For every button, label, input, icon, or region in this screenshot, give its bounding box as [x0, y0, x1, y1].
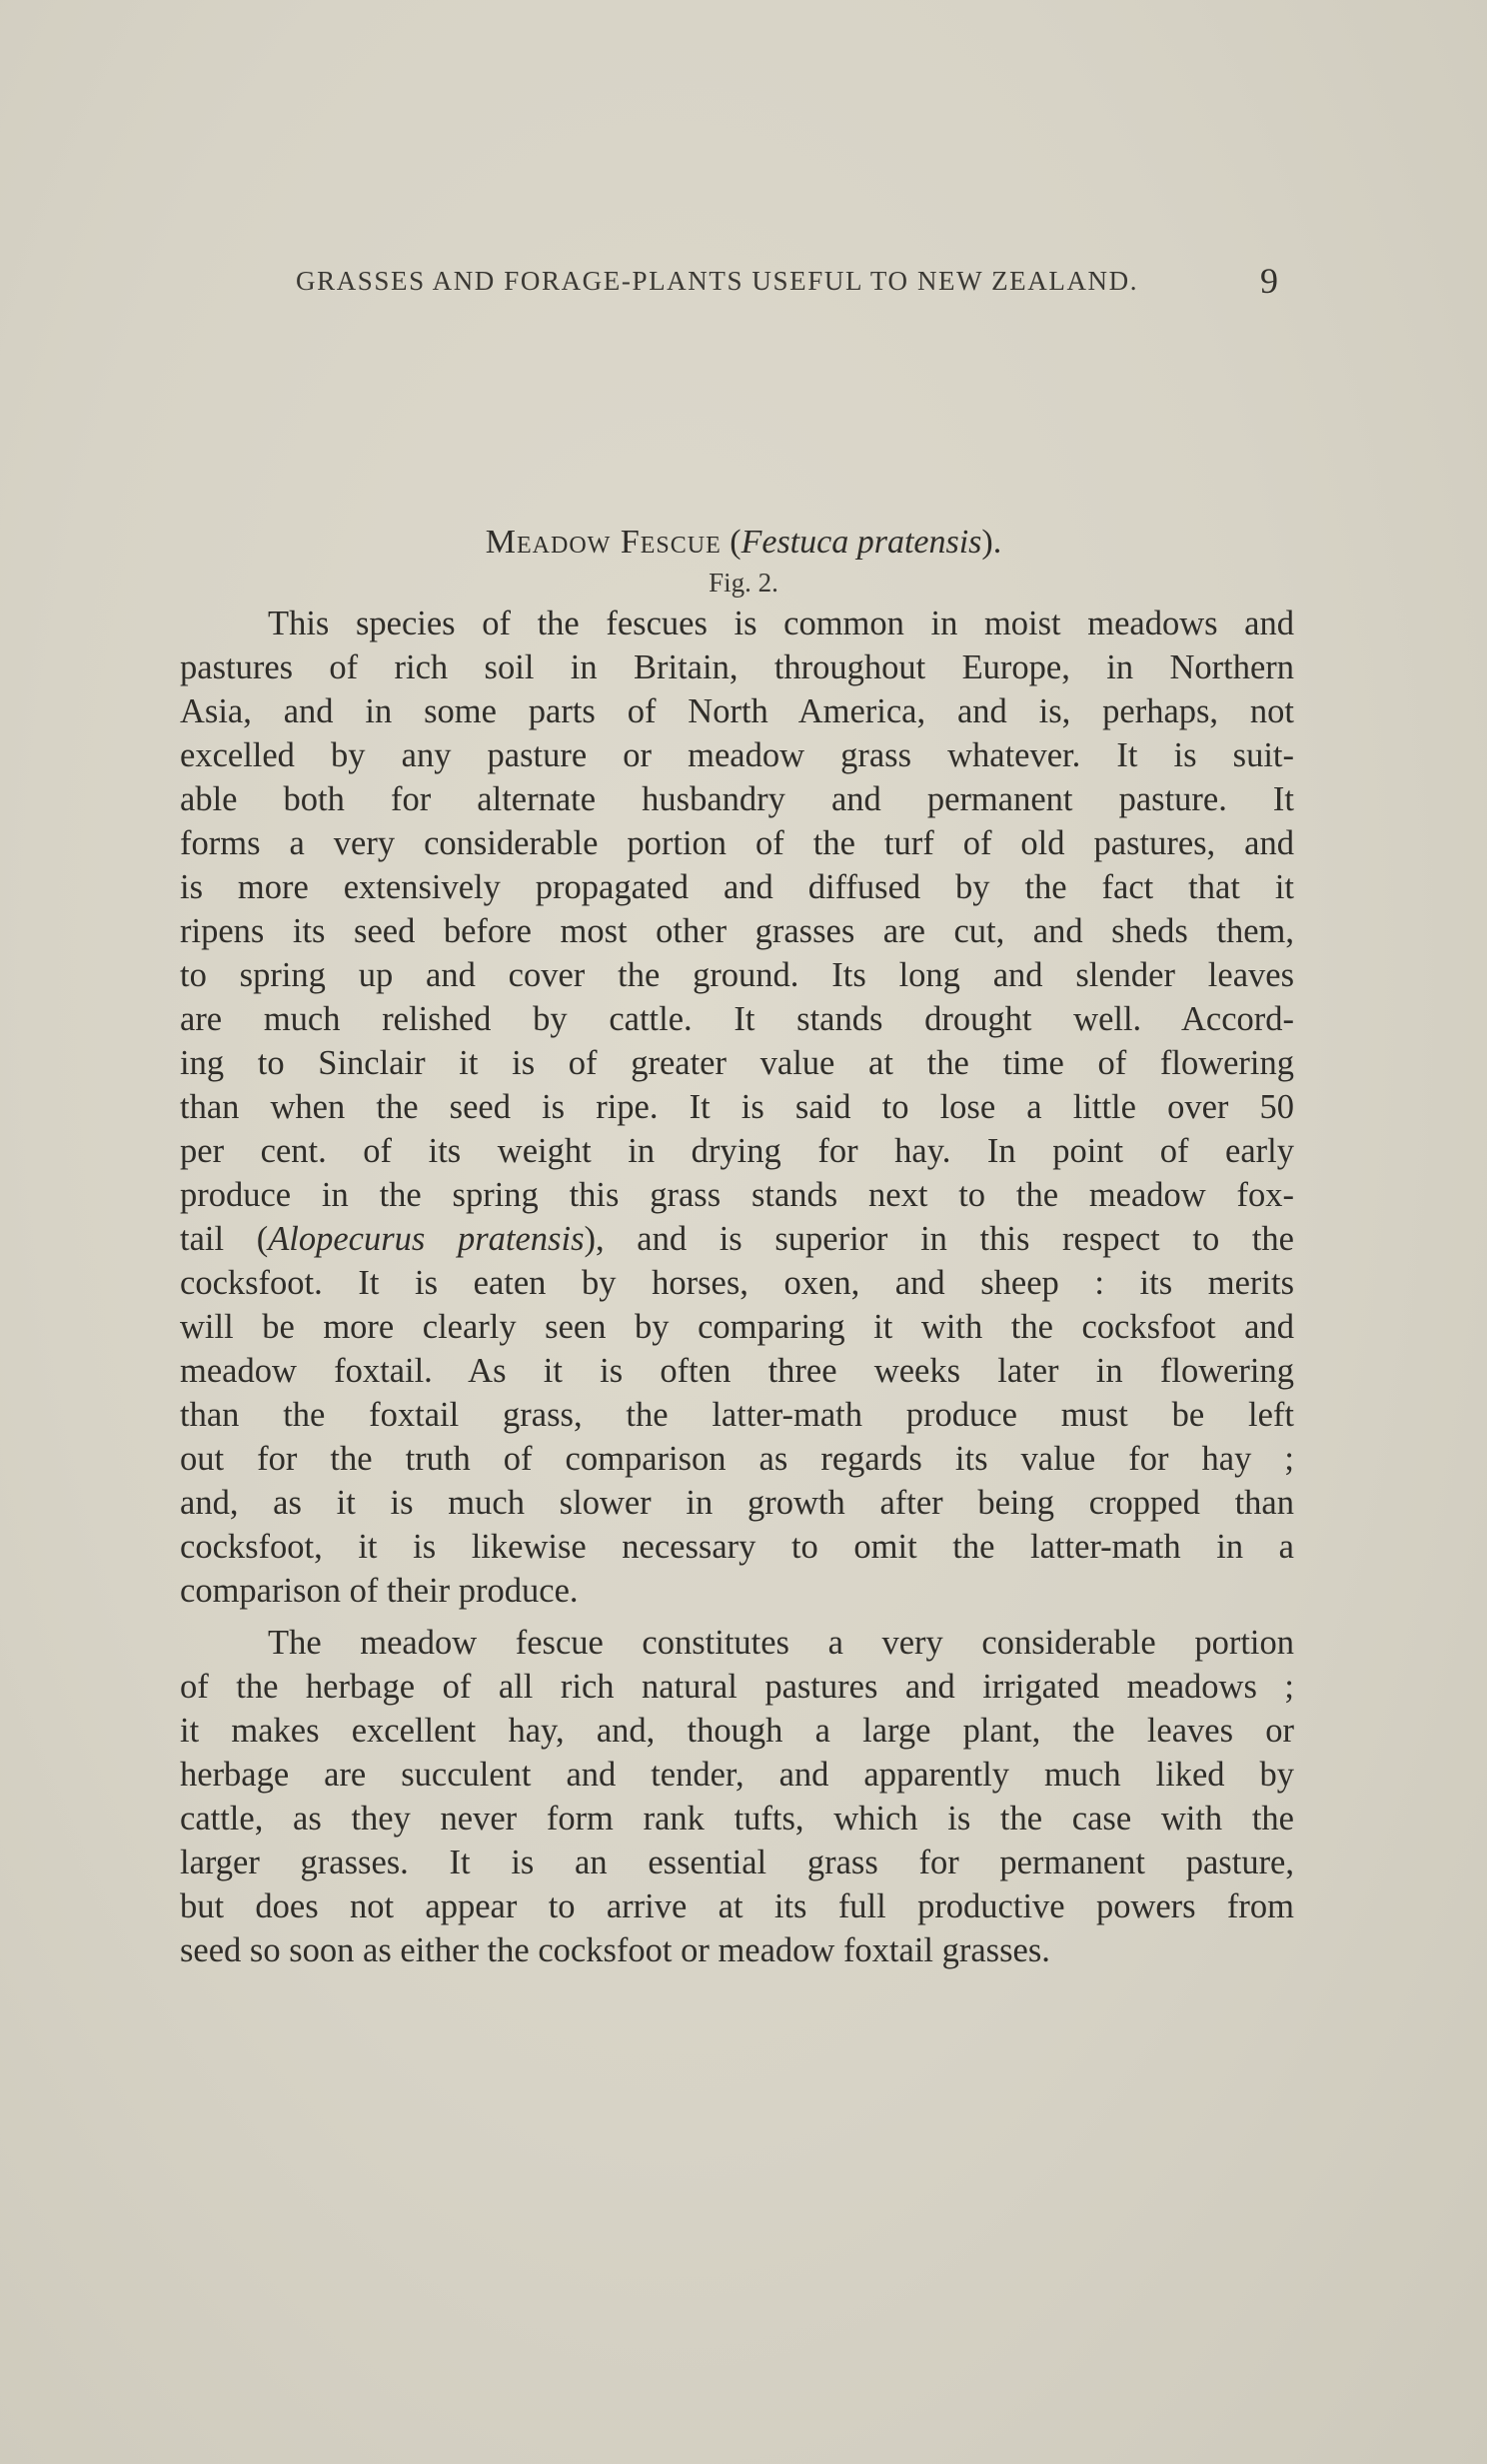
text-line: seed so soon as either the cocksfoot or meadow foxtail grasses.: [180, 1931, 1050, 1969]
text-line: This species of the fescues is common in moist meadows and: [268, 605, 1294, 642]
text-line: but does not appear to arrive at its full productive powers from: [180, 1887, 1294, 1925]
text-line: out for the truth of comparison as regards its value for hay ;: [180, 1440, 1294, 1478]
text-line: it makes excellent hay, and, though a large plant, the leaves or: [180, 1712, 1294, 1750]
scientific-name: Festuca pratensis: [741, 524, 982, 561]
text-line: able both for alternate husbandry and permanent pasture. It: [180, 780, 1294, 818]
running-title: GRASSES AND FORAGE-PLANTS USEFUL TO NEW ZEALAND.: [296, 266, 1139, 296]
text-line: to spring up and cover the ground. Its long and slender leaves: [180, 956, 1294, 994]
text-line: than when the seed is ripe. It is said to lose a little over 50: [180, 1088, 1294, 1126]
text-line: is more extensively propagated and diffused by the fact that it: [180, 868, 1294, 906]
text-line: are much relished by cattle. It stands drought well. Accord-: [180, 1000, 1294, 1038]
text-line: of the herbage of all rich natural pastures and irrigated meadows ;: [180, 1668, 1294, 1706]
text-line: forms a very considerable portion of the turf of old pastures, and: [180, 824, 1294, 862]
body-text: [180, 602, 1294, 1972]
text-line: per cent. of its weight in drying for hay. In point of early: [180, 1132, 1294, 1170]
text-line: produce in the spring this grass stands next to the meadow fox-: [180, 1176, 1294, 1214]
line-end: ), and is superior in this respect to the: [584, 1220, 1294, 1258]
text-line: The meadow fescue constitutes a very considerable portion: [268, 1624, 1294, 1662]
text-line: Asia, and in some parts of North America, and is, perhaps, not: [180, 692, 1294, 730]
text-line: larger grasses. It is an essential grass for permanent pasture,: [180, 1844, 1294, 1881]
text-line: will be more clearly seen by comparing it with the cocksfoot and: [180, 1308, 1294, 1346]
text-line: ripens its seed before most other grasses are cut, and sheds them,: [180, 912, 1294, 950]
section-heading: [0, 524, 1487, 562]
text-line: ing to Sinclair it is of greater value at the time of flowering: [180, 1044, 1294, 1082]
italic-species-name: Alopecurus pratensis: [268, 1220, 585, 1258]
heading-close-paren: ).: [981, 524, 1002, 561]
heading-open-paren: (: [721, 524, 742, 561]
running-head: [296, 261, 1295, 306]
text-line: cocksfoot, it is likewise necessary to omit the latter-math in a: [180, 1528, 1294, 1566]
figure-label: Fig. 2.: [709, 568, 778, 598]
text-line-with-italic: [180, 1217, 1294, 1261]
text-line: pastures of rich soil in Britain, throughout Europe, in Northern: [180, 648, 1294, 686]
text-line: meadow foxtail. As it is often three weeks later in flowering: [180, 1352, 1294, 1390]
line-start: tail (: [180, 1220, 269, 1258]
text-line: excelled by any pasture or meadow grass whatever. It is suit-: [180, 736, 1294, 774]
common-name: Meadow Fescue: [485, 524, 722, 561]
text-line: and, as it is much slower in growth after being cropped than: [180, 1484, 1294, 1522]
page-number: 9: [1260, 261, 1278, 301]
text-line: cattle, as they never form rank tufts, which is the case with the: [180, 1800, 1294, 1838]
text-line: cocksfoot. It is eaten by horses, oxen, and sheep : its merits: [180, 1264, 1294, 1302]
text-line: comparison of their produce.: [180, 1572, 579, 1610]
text-line: than the foxtail grass, the latter-math produce must be left: [180, 1396, 1294, 1434]
text-line: herbage are succulent and tender, and apparently much liked by: [180, 1756, 1294, 1794]
paragraph-gap: [180, 1613, 1294, 1621]
